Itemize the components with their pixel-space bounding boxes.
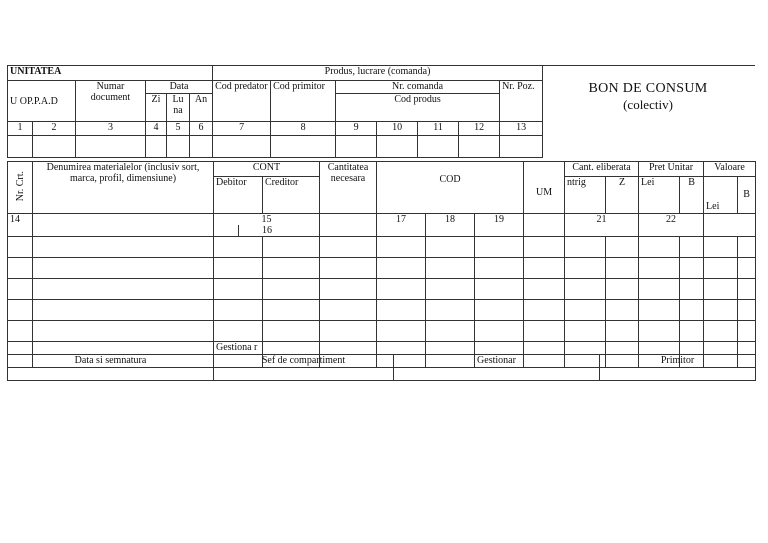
- cod-header: COD: [377, 162, 524, 214]
- zi-label: Zi: [146, 94, 167, 122]
- col-num: 17: [377, 214, 426, 237]
- col-num: 21: [565, 214, 639, 237]
- gestionar-signature-field[interactable]: [394, 368, 600, 381]
- table-row[interactable]: [8, 321, 756, 342]
- um-header: UM: [524, 162, 565, 214]
- header-input-cell[interactable]: [213, 136, 271, 158]
- header-input-cell[interactable]: [336, 136, 377, 158]
- cod-produs-label: Cod produs: [336, 94, 500, 122]
- signature-table: [7, 354, 756, 381]
- col-num-blank: [524, 214, 565, 237]
- table-row[interactable]: [8, 279, 756, 300]
- nr-crt-header: [8, 162, 33, 214]
- gestionar-cell: Gestiona r: [214, 342, 263, 368]
- header-input-cell[interactable]: [190, 136, 213, 158]
- title-sub: (colectiv): [623, 97, 673, 112]
- col-num: 2: [33, 122, 76, 136]
- sef-signature-field[interactable]: [214, 368, 394, 381]
- col-num-blank: [33, 214, 214, 237]
- unitatea-label: UNITATEA: [8, 66, 213, 81]
- col-num: 6: [190, 122, 213, 136]
- pret-lei-header: Lei: [639, 177, 680, 214]
- col-num: 3: [76, 122, 146, 136]
- col-num: 18: [426, 214, 475, 237]
- col-num: 22: [639, 214, 704, 237]
- produs-label: Produs, lucrare (comanda): [213, 66, 543, 81]
- header-input-cell[interactable]: [76, 136, 146, 158]
- denumirea-header: Denumirea materialelor (inclusiv sort, marca, profil, dimensiune): [33, 162, 214, 214]
- header-input-cell[interactable]: [8, 136, 33, 158]
- materials-table: [7, 161, 756, 368]
- header-input-cell[interactable]: [271, 136, 336, 158]
- table-row[interactable]: [8, 300, 756, 321]
- col-num: 4: [146, 122, 167, 136]
- cont-header: CONT: [214, 162, 320, 177]
- header-input-cell[interactable]: [459, 136, 500, 158]
- valoare-header: Valoare: [704, 162, 756, 177]
- luna-label: Lu na: [167, 94, 190, 122]
- an-label: An: [190, 94, 213, 122]
- col-num: 7: [213, 122, 271, 136]
- header-input-cell[interactable]: [418, 136, 459, 158]
- title-frame: [541, 65, 755, 162]
- data-semnatura-label: Data si semnatura: [8, 355, 214, 381]
- col-num: 10: [377, 122, 418, 136]
- cod-predator-label: Cod predator: [213, 81, 271, 122]
- primitor-label: Primitor: [600, 355, 756, 368]
- cont-nums: [214, 214, 320, 237]
- cant-eliberata-header: Cant. eliberata: [565, 162, 639, 177]
- ntrig-header: ntrig: [565, 177, 606, 214]
- debitor-header: Debitor: [214, 177, 263, 214]
- header-input-cell[interactable]: [146, 136, 167, 158]
- data-label: Data: [146, 81, 213, 94]
- cod-primitor-label: Cod primitor: [271, 81, 336, 122]
- cantitatea-header: Cantitatea necesara: [320, 162, 377, 214]
- col-num: 14: [8, 214, 33, 237]
- u-op-label: U OP.P.A.D: [8, 81, 76, 122]
- title-main: BON DE CONSUM: [588, 81, 708, 96]
- col-num: 19: [475, 214, 524, 237]
- header-input-cell[interactable]: [500, 136, 543, 158]
- valoare-b-header: B: [738, 177, 756, 214]
- col-num: 15: [261, 214, 272, 225]
- creditor-header: Creditor: [263, 177, 320, 214]
- col-num-blank: [704, 214, 756, 237]
- col-num-blank: [320, 214, 377, 237]
- z-header: Z: [606, 177, 639, 214]
- table-row[interactable]: [8, 237, 756, 258]
- nr-crt-label: Nr. Crt.: [14, 170, 26, 202]
- col-num: 16: [238, 225, 296, 236]
- col-num: 11: [418, 122, 459, 136]
- col-num: 12: [459, 122, 500, 136]
- primitor-signature-field[interactable]: [600, 368, 756, 381]
- nr-poz-label: Nr. Poz.: [500, 81, 543, 122]
- col-num: 13: [500, 122, 543, 136]
- col-num: 5: [167, 122, 190, 136]
- header-input-cell[interactable]: [377, 136, 418, 158]
- pret-unitar-header: Pret Unitar: [639, 162, 704, 177]
- col-num: 9: [336, 122, 377, 136]
- header-input-cell[interactable]: [33, 136, 76, 158]
- numar-document-label: Numar document: [76, 81, 146, 122]
- valoare-lei-header: Lei: [704, 177, 738, 214]
- col-num: 8: [271, 122, 336, 136]
- header-input-cell[interactable]: [167, 136, 190, 158]
- header-table: [7, 65, 543, 158]
- gestionar-label: Gestionar: [394, 355, 600, 368]
- pret-b-header: B: [680, 177, 704, 214]
- nr-comanda-label: Nr. comanda: [336, 81, 500, 94]
- sef-label: Sef de compartiment: [214, 355, 394, 368]
- col-num: 1: [8, 122, 33, 136]
- table-row[interactable]: [8, 258, 756, 279]
